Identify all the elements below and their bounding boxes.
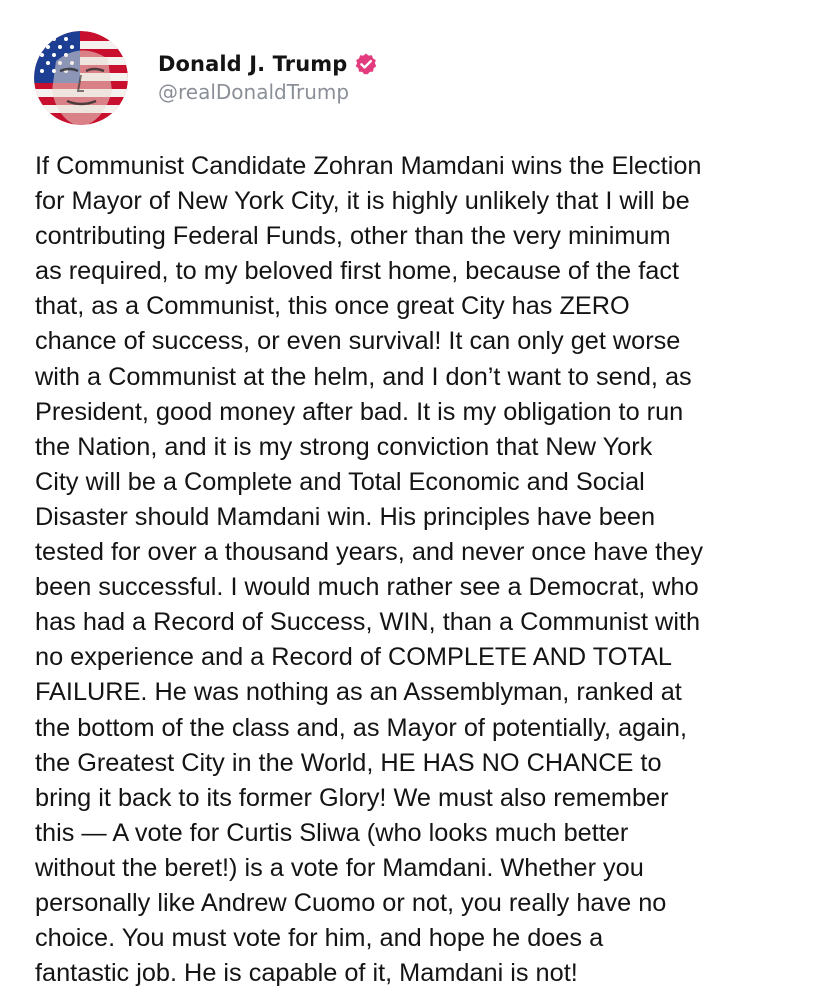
post-body-text: If Communist Candidate Zohran Mamdani wins the Election for Mayor of New York City, it is highly unlikely that I will be contributing Federal Funds, other than the very minimum as required, to my beloved first home, because of the fact that, as a Communist, this once great City has ZERO chance of success, or even survival! It can only get worse with a Communist at the helm, and I don’t want to send, as President, good money after bad. It is my obligation to run the Nation, and it is my strong conviction that New York City will be a Complete and Total Economic and Social Disaster should Mamdani win. His principles have been tested for over a thousand years, and never once have they been successful. I would much rather see a Democrat, who has had a Record of Success, WIN, than a Communist with no experience and a Record of COMPLETE AND TOTAL FAILURE. He was nothing as an Assemblyman, ranked at the bottom of the class and, as Mayor of potentially, again, the Greatest City in the World, HE HAS NO CHANCE to bring it back to its former Glory! We must also remember this — A vote for Curtis Sliwa (who looks much better without the beret!) is a vote for Mamdani. Whether you personally like Andrew Cuomo or not, you really have no choice. You must vote for him, and hope he does a fantastic job. He is capable of it, Mamdani is not!	[35, 152, 703, 988]
author-name-row	[158, 52, 378, 76]
avatar-image	[34, 31, 128, 125]
profile-avatar[interactable]	[34, 31, 128, 125]
verified-badge-icon	[354, 52, 378, 76]
author-identity	[158, 52, 378, 104]
author-display-name[interactable]: Donald J. Trump	[158, 52, 348, 76]
author-handle[interactable]: @realDonaldTrump	[158, 80, 350, 104]
post-header	[34, 30, 378, 126]
